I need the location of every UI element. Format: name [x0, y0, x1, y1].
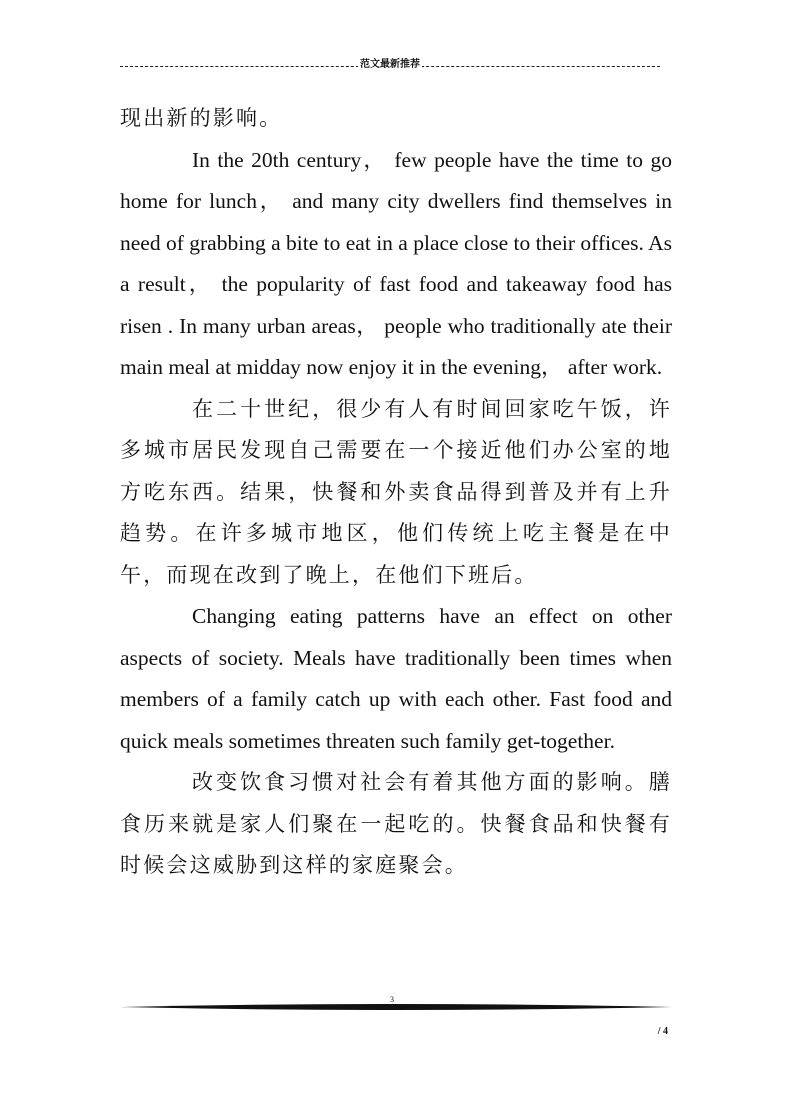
paragraph-zh-eating-patterns: 改变饮食习惯对社会有着其他方面的影响。膳食历来就是家人们聚在一起吃的。快餐食品和快餐有时候会这威胁到这样的家庭聚会。 — [120, 770, 672, 877]
page-count: / 4 — [657, 1026, 668, 1037]
page-header — [120, 58, 660, 72]
paragraph-zh-20th-century: 在二十世纪，很少有人有时间回家吃午饭，许多城市居民发现自己需要在一个接近他们办公室的地方吃东西。结果，快餐和外卖食品得到普及并有上升趋势。在许多城市地区，他们传统上吃主餐是在中午，而现在改到了晚上，在他们下班后。 — [120, 396, 672, 587]
document-body — [120, 98, 672, 887]
paragraph-en-20th-century: In the 20th century， few people have the time to go home for lunch， and many city dwellers find themselves in need of grabbing a bite to eat in a place close to their offices. As a result， the popularity of fast food and takeaway food has risen . In many urban areas， people who traditionally ate their main meal at midday now enjoy it in the evening， after work. — [120, 147, 672, 379]
paragraph-continuation-zh: 现出新的影响。 — [120, 106, 283, 130]
footer-page-number: 3 — [390, 995, 394, 1004]
paragraph-en-eating-patterns: Changing eating patterns have an effect on other aspects of society. Meals have traditionally been times when members of a family catch up with each other. Fast food and quick meals sometimes threaten such family get-together. — [120, 604, 672, 753]
footer-decorative-rule — [120, 1000, 672, 1014]
header-title: 范文最新推荐 — [360, 59, 420, 70]
